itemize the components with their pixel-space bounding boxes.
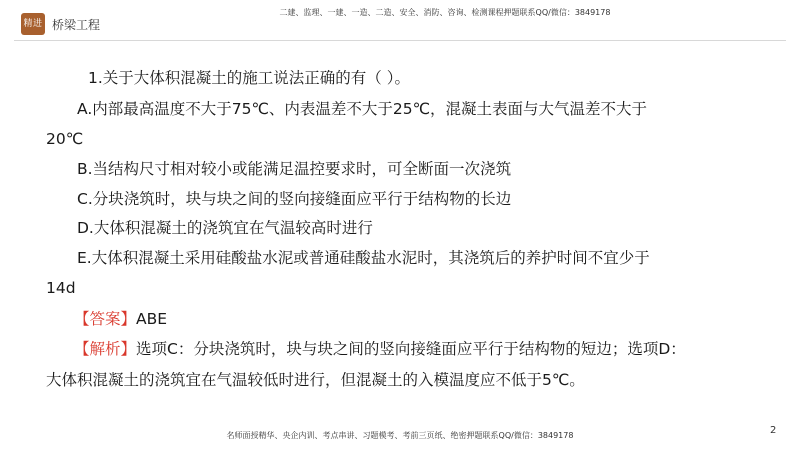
- page-number: 2: [770, 425, 777, 436]
- answer-row: [74, 308, 167, 330]
- analysis-line2: 大体积混凝土的浇筑宜在气温较低时进行，但混凝土的入模温度应不低于5℃。: [46, 371, 585, 389]
- option-e-line1: E.大体积混凝土采用硅酸盐水泥或普通硅酸盐水泥时，其浇筑后的养护时间不宜少于: [77, 249, 650, 267]
- course-title: 桥梁工程: [52, 18, 101, 32]
- answer-label: 【答案】: [74, 310, 137, 328]
- option-a-line2: 20℃: [46, 130, 84, 148]
- option-d: D.大体积混凝土的浇筑宜在气温较高时进行: [77, 219, 373, 237]
- analysis-line1: 选项C：分块浇筑时，块与块之间的竖向接缝面应平行于结构物的短边；选项D：: [136, 340, 686, 358]
- option-b: B.当结构尺寸相对较小或能满足温控要求时，可全断面一次浇筑: [77, 160, 512, 178]
- option-c: C.分块浇筑时，块与块之间的竖向接缝面应平行于结构物的长边: [77, 190, 512, 208]
- analysis-label: 【解析】: [74, 340, 137, 358]
- option-e-line2: 14d: [46, 279, 76, 297]
- header-contact-text: 二建、监理、一建、一造、二造、安全、消防、咨询、检测课程押题联系QQ/微信：3849178: [279, 8, 611, 17]
- answer-value: ABE: [136, 310, 168, 328]
- footer-contact-text: 名师面授精华、央企内训、考点串讲、习题模考、考前三页纸、绝密押题联系QQ/微信：3849178: [226, 431, 574, 440]
- question-stem: 1.关于大体积混凝土的施工说法正确的有（ ）。: [88, 69, 410, 87]
- option-a-line1: A.内部最高温度不大于75℃、内表温差不大于25℃，混凝土表面与大气温差不大于: [77, 100, 648, 118]
- brand-logo: 精进: [21, 13, 45, 35]
- analysis-row: [74, 338, 686, 360]
